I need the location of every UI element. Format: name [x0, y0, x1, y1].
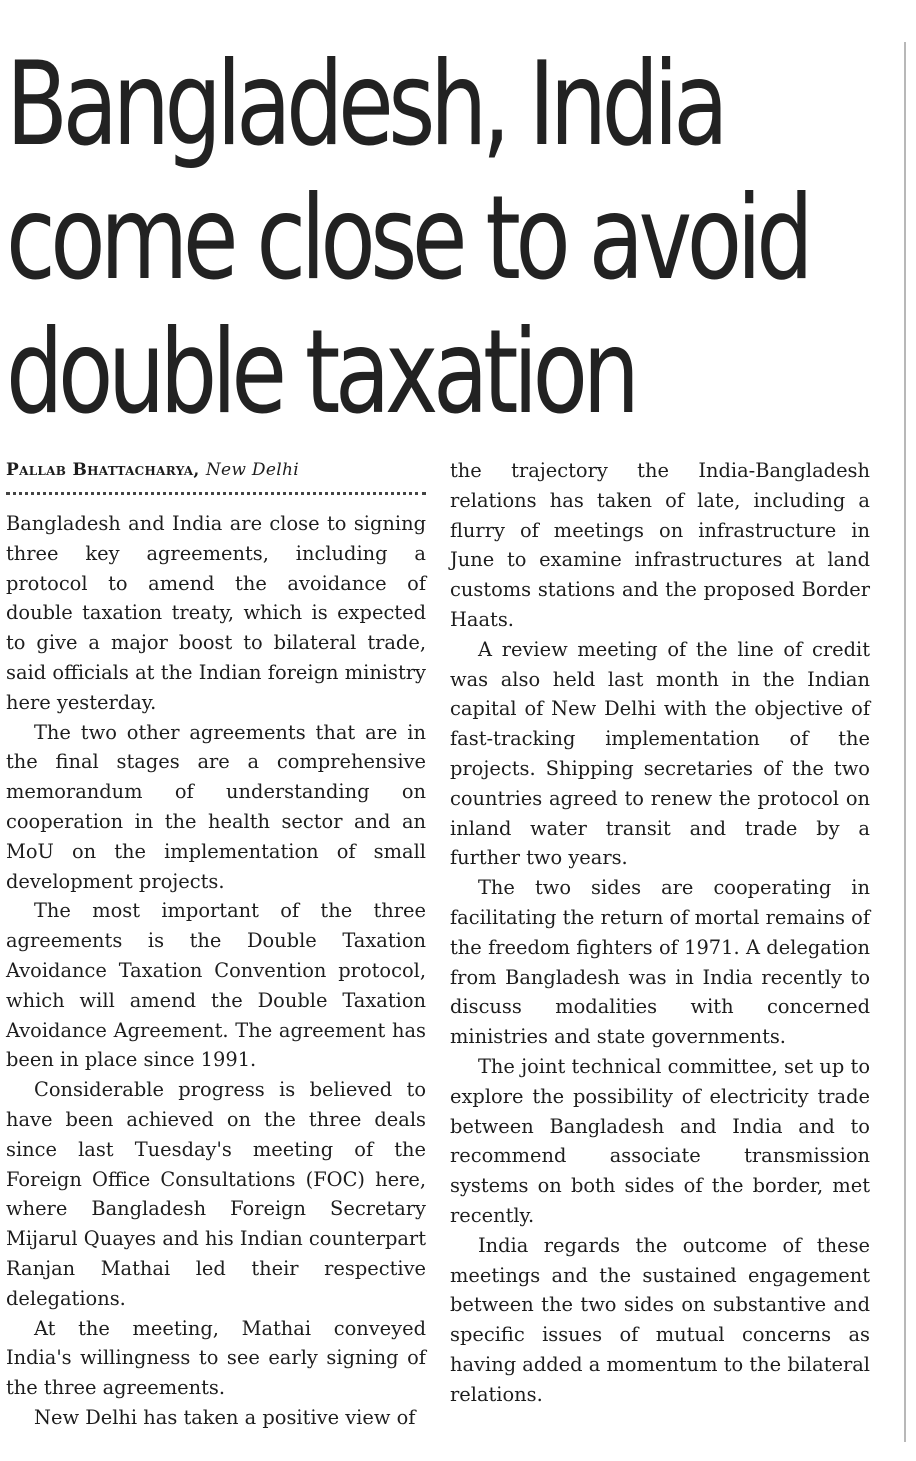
- headline: [6, 37, 809, 440]
- headline-line-3: double taxation: [6, 305, 635, 440]
- byline-divider: [6, 492, 426, 495]
- byline-author: Pallab Bhattacharya,: [6, 460, 200, 480]
- paragraph: India regards the outcome of these meetings and the sustained engagement between the two sides on substantive and specific issues of mutual concerns as having added a momentum to the bilateral relations.: [450, 1233, 870, 1406]
- page-edge-rule: [904, 42, 906, 1442]
- article-column-right: [450, 456, 870, 1410]
- paragraph: The two sides are cooperating in facilitating the return of mortal remains of the freedom fighters of 1971. A delegation from Bangladesh was in India recently to discuss modalities with concerned ministries and state governments.: [450, 876, 870, 1049]
- paragraph: The two other agreements that are in the final stages are a comprehensive memorandum of understanding on cooperation in the health sector and an MoU on the implementation of small development projects.: [6, 720, 426, 893]
- headline-line-2: come close to avoid: [6, 171, 809, 306]
- paragraph: Bangladesh and India are close to signing three key agreements, including a protocol to amend the avoidance of double taxation treaty, which is expected to give a major boost to bilateral trade, said officials at the Indian foreign ministry here yesterday.: [6, 512, 426, 714]
- headline-line-1: Bangladesh, India: [6, 37, 724, 172]
- byline: [6, 456, 426, 484]
- paragraph: A review meeting of the line of credit was also held last month in the Indian capital of New Delhi with the objective of fast-tracking implementation of the projects. Shipping secretaries of the two countries agreed to renew the protocol on inland water transit and trade by a further two years.: [450, 637, 870, 870]
- paragraph: At the meeting, Mathai conveyed India's willingness to see early signing of the three agreements.: [6, 1316, 426, 1400]
- paragraph: The joint technical committee, set up to explore the possibility of electricity trade between Bangladesh and India and to recommend associate transmission systems on both sides of the border, met recently.: [450, 1054, 870, 1227]
- paragraph: Considerable progress is believed to have been achieved on the three deals since last Tuesday's meeting of the Foreign Office Consultations (FOC) here, where Bangladesh Foreign Secretary Mijarul Quayes and his Indian counterpart Ranjan Mathai led their respective delegations.: [6, 1078, 426, 1310]
- article-column-left: [6, 456, 426, 1433]
- paragraph: the trajectory the India-Bangladesh relations has taken of late, including a flurry of meetings on infrastructure in June to examine infrastructures at land customs stations and the proposed Border Haats.: [450, 459, 870, 631]
- byline-place: New Delhi: [205, 460, 299, 480]
- paragraph: New Delhi has taken a positive view of: [34, 1405, 416, 1429]
- paragraph: The most important of the three agreements is the Double Taxation Avoidance Taxation Convention protocol, which will amend the Double Taxation Avoidance Agreement. The agreement has been in place since 1991.: [6, 899, 426, 1072]
